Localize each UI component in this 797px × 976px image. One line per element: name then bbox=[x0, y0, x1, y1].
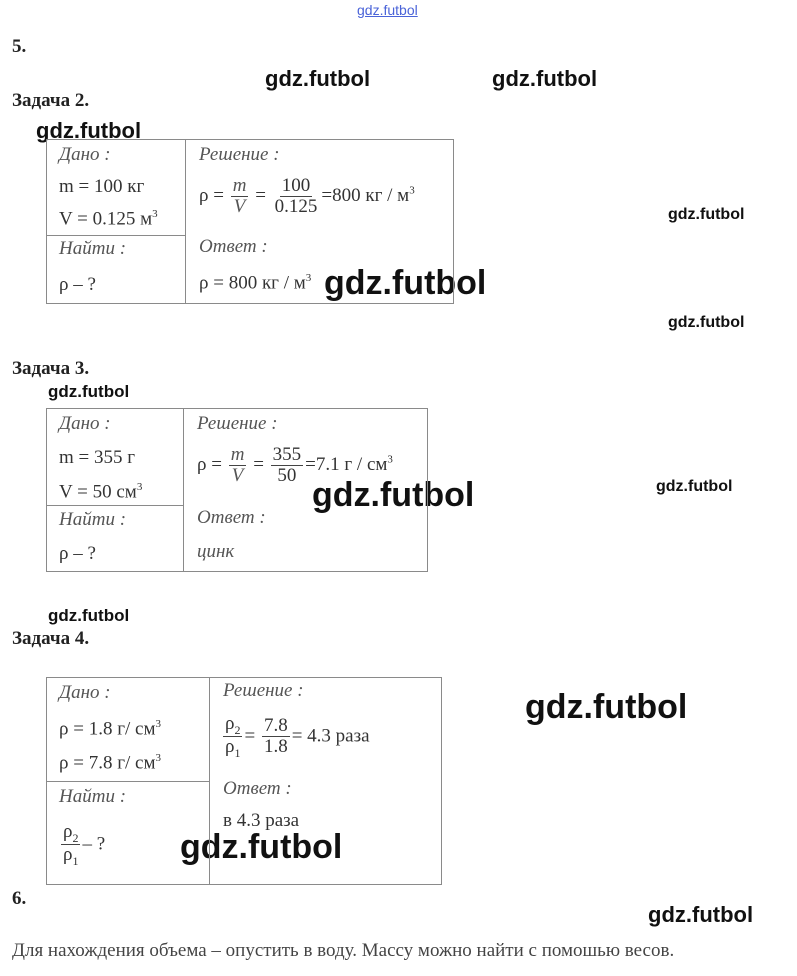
solution-formula: $\frac{\rho_2}{\rho_1}$ = $\frac{7.8}{1.8}$ = 4.3 раза bbox=[225, 713, 370, 761]
solution-formula: ρ = $\frac{m}{V}$ = $\frac{355}{50}$ =7.1 г / $см^3$ bbox=[197, 444, 393, 486]
watermark: gdz.futbol bbox=[324, 264, 487, 302]
task-title: Задача 2. bbox=[12, 90, 90, 111]
watermark: gdz.futbol bbox=[668, 206, 745, 223]
watermark-top[interactable]: gdz.futbol bbox=[357, 2, 418, 18]
given-volume: V = 50 $см^3$ bbox=[59, 481, 143, 503]
given-label: Дано : bbox=[59, 144, 111, 165]
answer-value: ρ = 800 кг / $м^3$ bbox=[199, 272, 312, 294]
table-divider bbox=[185, 140, 186, 303]
section-number: 5. bbox=[12, 36, 27, 57]
task-table bbox=[46, 139, 454, 304]
find-density: ρ – ? bbox=[59, 543, 96, 564]
answer-value: цинк bbox=[197, 541, 235, 562]
watermark: gdz.futbol bbox=[265, 66, 371, 91]
task-title: Задача 3. bbox=[12, 358, 90, 379]
section-text: Для нахождения объема – опустить в воду. Массу можно найти с помошью весов. bbox=[12, 940, 675, 961]
find-density: ρ – ? bbox=[59, 274, 96, 295]
watermark: gdz.futbol bbox=[525, 688, 688, 726]
watermark: gdz.futbol bbox=[48, 606, 130, 625]
find-label: Найти : bbox=[59, 786, 127, 807]
given-volume: V = 0.125 $м^3$ bbox=[59, 208, 158, 230]
given-mass: m = 355 г bbox=[59, 447, 136, 468]
solution-label: Решение : bbox=[223, 680, 304, 701]
watermark: gdz.futbol bbox=[656, 478, 733, 495]
find-ratio: $\frac{\rho_2}{\rho_1}$ – ? bbox=[63, 821, 106, 869]
table-divider bbox=[47, 505, 184, 506]
answer-value: в 4.3 раза bbox=[223, 810, 300, 831]
solution-formula: ρ = $\frac{m}{V}$ = $\frac{100}{0.125}$ =800 кг / $м^3$ bbox=[199, 175, 415, 217]
given-mass: m = 100 кг bbox=[59, 176, 145, 197]
table-divider bbox=[47, 781, 210, 782]
watermark: gdz.futbol bbox=[492, 66, 598, 91]
section-number: 6. bbox=[12, 888, 27, 909]
watermark: gdz.futbol bbox=[48, 382, 130, 401]
given-density-1: ρ = 1.8 г/ $см^3$ bbox=[59, 718, 161, 740]
answer-label: Ответ : bbox=[199, 236, 268, 257]
solution-label: Решение : bbox=[197, 413, 278, 434]
answer-label: Ответ : bbox=[197, 507, 266, 528]
find-label: Найти : bbox=[59, 509, 127, 530]
task-table bbox=[46, 408, 428, 572]
watermark: gdz.futbol bbox=[180, 828, 343, 866]
watermark: gdz.futbol bbox=[648, 902, 754, 927]
task-table bbox=[46, 677, 442, 885]
table-divider bbox=[47, 235, 186, 236]
given-label: Дано : bbox=[59, 682, 111, 703]
watermark: gdz.futbol bbox=[312, 476, 475, 514]
solution-label: Решение : bbox=[199, 144, 280, 165]
find-label: Найти : bbox=[59, 238, 127, 259]
watermark: gdz.futbol bbox=[668, 314, 745, 331]
table-divider bbox=[183, 409, 184, 571]
given-density-2: ρ = 7.8 г/ $см^3$ bbox=[59, 752, 161, 774]
task-title: Задача 4. bbox=[12, 628, 90, 649]
answer-label: Ответ : bbox=[223, 778, 292, 799]
watermark: gdz.futbol bbox=[36, 118, 142, 143]
given-label: Дано : bbox=[59, 413, 111, 434]
